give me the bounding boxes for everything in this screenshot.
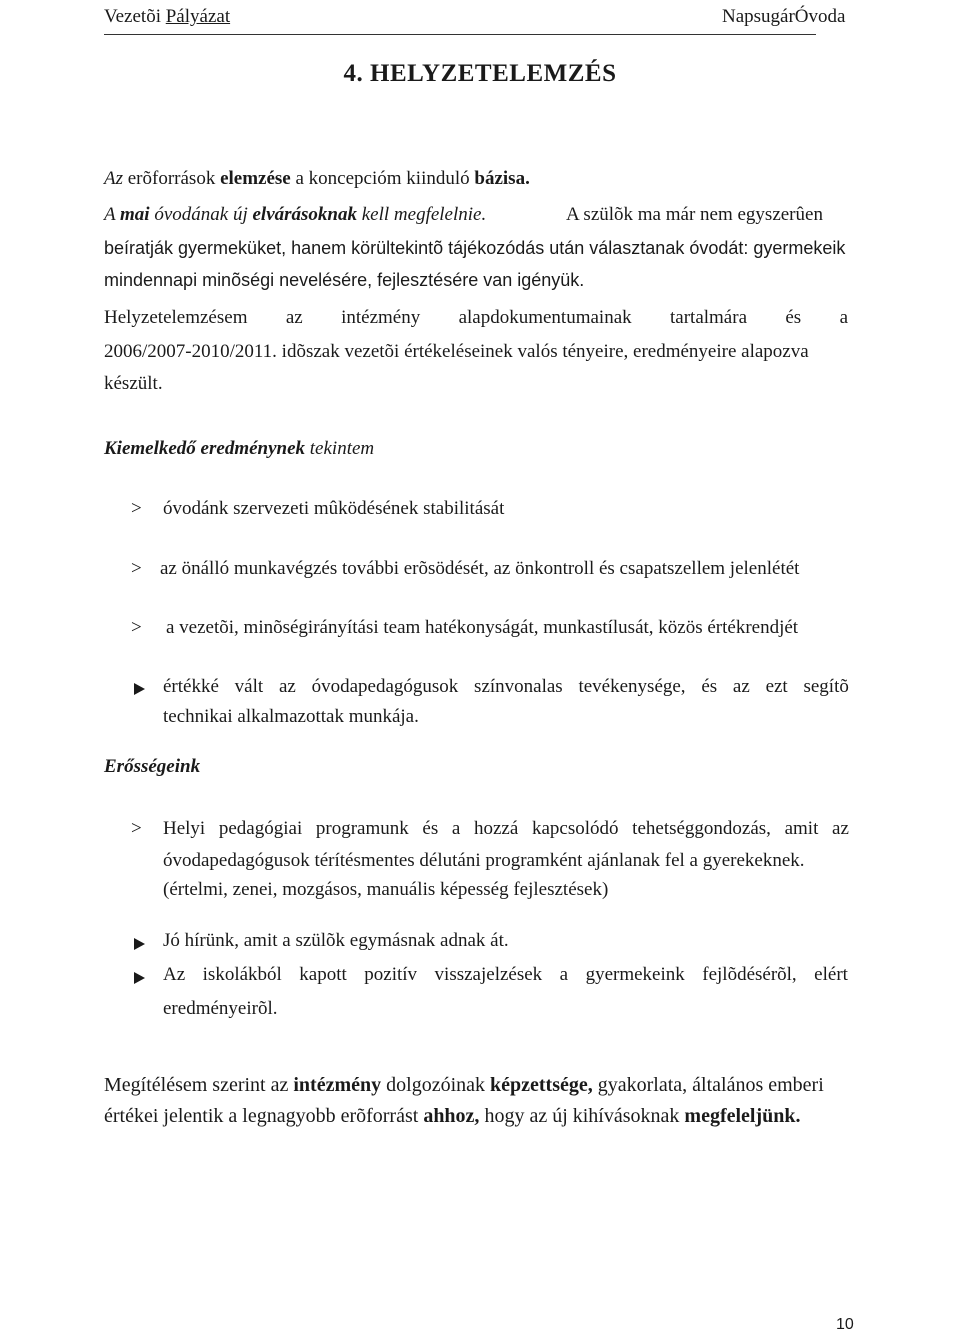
intro-line-5 — [104, 307, 848, 329]
word: iskolákból — [202, 964, 282, 985]
closing-l2-b: ahhoz, — [423, 1105, 480, 1127]
bullet-mark: > — [131, 818, 142, 839]
word: színvonalas — [474, 676, 563, 697]
word: a — [839, 307, 848, 328]
strengths-item-3-line-2: eredményeirõl. — [163, 998, 278, 1019]
intro-l1-d: a koncepcióm kiinduló — [290, 168, 475, 189]
word: és — [422, 818, 439, 839]
word: tartalmára — [670, 307, 748, 328]
intro-line-2b: A szülõk ma már nem egyszerûen — [566, 204, 823, 225]
intro-l2-b: mai — [120, 204, 150, 225]
strengths-heading — [104, 756, 200, 778]
header-left — [104, 6, 230, 28]
results-heading — [104, 438, 374, 460]
word: a — [559, 964, 569, 985]
closing-l2-c: hogy az új kihívásoknak — [479, 1105, 685, 1127]
intro-line-6: 2006/2007-2010/2011. idõszak vezetõi értékeléseinek valós tényeire, eredményeire alapozva — [104, 341, 809, 362]
word: értékké — [163, 676, 219, 697]
word: ezt — [765, 676, 788, 697]
strengths-item-1-line-1 — [163, 818, 849, 840]
word: alapdokumentumainak — [458, 307, 632, 328]
bullet-mark: > — [131, 558, 142, 579]
closing-l1-c: dolgozóinak — [381, 1074, 491, 1096]
word: az — [732, 676, 750, 697]
arrow-bullet-icon — [134, 683, 145, 695]
intro-l1-e: bázisa. — [474, 168, 530, 189]
results-heading-rest: tekintem — [305, 438, 375, 459]
intro-line-1 — [104, 168, 530, 190]
word: pozitív — [364, 964, 418, 985]
arrow-bullet-icon — [134, 972, 145, 984]
results-item-1: óvodánk szervezeti mûködésének stabilitását — [163, 498, 505, 519]
word: hozzá — [474, 818, 519, 839]
closing-l1-d: képzettsége, — [490, 1074, 593, 1096]
word: kapcsolódó — [531, 818, 619, 839]
closing-l2-d: megfeleljünk. — [684, 1105, 801, 1127]
intro-l2-e: kell megfelelnie. — [356, 204, 487, 225]
intro-l2-d: elvárásoknak — [252, 204, 357, 225]
header-divider — [104, 34, 816, 35]
word: tevékenysége, — [578, 676, 686, 697]
intro-line-2a — [104, 204, 486, 226]
strengths-item-2: Jó hírünk, amit a szülõk egymásnak adnak át. — [163, 930, 509, 951]
results-heading-bold: Kiemelkedő eredménynek — [104, 438, 306, 459]
results-item-4-line-2: technikai alkalmazottak munkája. — [163, 706, 419, 727]
word: az — [832, 818, 849, 839]
word: óvodapedagógusok — [311, 676, 459, 697]
word: gyermekeink — [585, 964, 685, 985]
header-right-title: NapsugárÓvoda — [722, 6, 846, 27]
page-number: 10 — [836, 1316, 854, 1333]
intro-l1-a: Az — [104, 168, 123, 189]
word: vált — [234, 676, 264, 697]
closing-l1-a: Megítélésem szerint az — [104, 1074, 294, 1096]
word: segítõ — [803, 676, 849, 697]
results-item-2: az önálló munkavégzés további erõsödését, az önkontroll és csapatszellem jelenlétét — [160, 558, 800, 579]
intro-line-3: beíratják gyermeküket, hanem körültekintõ tájékozódás után választanak óvodát: gyermekeik — [104, 238, 846, 258]
closing-l2-a: értékei jelentik a legnagyobb erõforrást — [104, 1105, 424, 1127]
word: Helyi — [163, 818, 206, 839]
word: elért — [814, 964, 848, 985]
strengths-item-3-line-1 — [163, 964, 848, 986]
strengths-item-1-line-2: óvodapedagógusok térítésmentes délutáni programként ajánlanak fel a gyerekeknek. — [163, 850, 805, 871]
word: Az — [163, 964, 186, 985]
intro-line-7: készült. — [104, 373, 163, 394]
closing-l1-b: intézmény — [293, 1074, 382, 1096]
bullet-mark: > — [131, 498, 142, 519]
word: programunk — [315, 818, 409, 839]
word: az — [285, 307, 303, 328]
word: és — [785, 307, 802, 328]
word: a — [451, 818, 461, 839]
word: intézmény — [341, 307, 421, 328]
header-left-underlined: Pályázat — [165, 6, 231, 27]
results-item-3: a vezetõi, minõségirányítási team hatékonyságát, munkastílusát, közös értékrendjét — [166, 617, 799, 638]
intro-l2-a: A — [104, 204, 121, 225]
page-title: 4. HELYZETELEMZÉS — [343, 60, 617, 87]
strengths-item-1-line-3: (értelmi, zenei, mozgásos, manuális képesség fejlesztések) — [163, 879, 609, 900]
intro-l2-c: óvodának új — [149, 204, 253, 225]
intro-l1-b: erõforrások — [123, 168, 221, 189]
intro-line-4: mindennapi minõségi nevelésére, fejlesztésére van igényük. — [104, 270, 585, 290]
closing-l1-e: gyakorlata, általános emberi — [592, 1074, 824, 1096]
intro-l1-c: elemzése — [220, 168, 291, 189]
word: fejlõdésérõl, — [702, 964, 797, 985]
word: tehetséggondozás, — [632, 818, 771, 839]
word: pedagógiai — [218, 818, 303, 839]
word: az — [278, 676, 296, 697]
word: visszajelzések — [434, 964, 543, 985]
word: Helyzetelemzésem — [104, 307, 248, 328]
word: kapott — [299, 964, 347, 985]
word: és — [701, 676, 718, 697]
arrow-bullet-icon — [134, 938, 145, 950]
strengths-heading-text: Erősségeink — [104, 756, 201, 777]
header-left-title: Vezetõi — [104, 6, 161, 27]
bullet-mark: > — [131, 617, 142, 638]
results-item-4-line-1 — [163, 676, 849, 698]
closing-line-2 — [104, 1105, 801, 1128]
closing-line-1 — [104, 1074, 824, 1097]
word: amit — [784, 818, 819, 839]
